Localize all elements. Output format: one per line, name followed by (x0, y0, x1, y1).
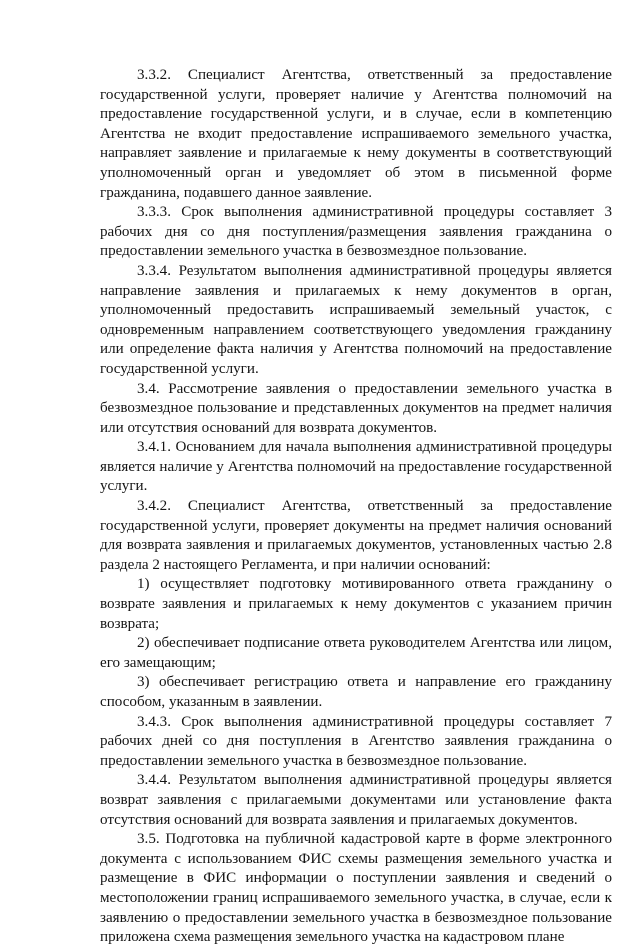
paragraph-3-4-3: 3.4.3. Срок выполнения административной процедуры составляет 7 рабочих дней со дня поступления в Агентство заявления гражданина о предоставлении земельного участка в безвозмездное пользование. (100, 713, 612, 769)
paragraph-3-4: 3.4. Рассмотрение заявления о предоставлении земельного участка в безвозмездное пользование и представленных документов на предмет наличия или отсутствия оснований для возврата документов. (100, 380, 612, 436)
paragraph-3-3-4: 3.3.4. Результатом выполнения административной процедуры является направление заявления и прилагаемых к нему документов в орган, уполномоченный предоставить испрашиваемый земельный участок, с одновременным направлением соответствующего уведомления гражданину или определение факта наличия у Агентства полномочий на предоставление государственной услуги. (100, 262, 612, 377)
paragraph-3-5: 3.5. Подготовка на публичной кадастровой карте в форме электронного документа с использованием ФИС схемы размещения земельного участка и размещение в ФИС информации о поступлении заявления и сведений о местоположении границ испрашиваемого земельного участка, в случае, если к заявлению о предоставлении земельного участка в безвозмездное пользование приложена схема размещения земельного участка на кадастровом плане (100, 831, 612, 946)
paragraph-3-4-4: 3.4.4. Результатом выполнения административной процедуры является возврат заявления с прилагаемыми документами или установление факта отсутствия оснований для возврата заявления и прилагаемых документов. (100, 772, 612, 828)
paragraph-3-4-2: 3.4.2. Специалист Агентства, ответственный за предоставление государственной услуги, проверяет документы на предмет наличия оснований для возврата заявления и прилагаемых документов, установленных частью 2.8 раздела 2 настоящего Регламента, и при наличии оснований: (100, 498, 612, 573)
paragraph-3-3-2: 3.3.2. Специалист Агентства, ответственный за предоставление государственной услуги, проверяет наличие у Агентства полномочий на предоставление государственной услуги, и в случае, если в компетенцию Агентства не входит предоставление испрашиваемого земельного участка, направляет заявление и прилагаемые к нему документы в соответствующий уполномоченный орган и уведомляет об этом в письменной форме гражданина, подавшего данное заявление. (100, 67, 612, 201)
paragraph-3-3-3: 3.3.3. Срок выполнения административной процедуры составляет 3 рабочих дня со дня поступления/размещения заявления гражданина о предоставлении земельного участка в безвозмездное пользование. (100, 204, 612, 260)
list-item-3: 3) обеспечивает регистрацию ответа и направление его гражданину способом, указанным в заявлении. (100, 674, 612, 710)
paragraph-3-4-1: 3.4.1. Основанием для начала выполнения административной процедуры является наличие у Агентства полномочий на предоставление государственной услуги. (100, 439, 612, 495)
document-body (100, 66, 612, 948)
list-item-1: 1) осуществляет подготовку мотивированного ответа гражданину о возврате заявления и прилагаемых к нему документов с указанием причин возврата; (100, 576, 612, 632)
list-item-2: 2) обеспечивает подписание ответа руководителем Агентства или лицом, его замещающим; (100, 635, 612, 671)
